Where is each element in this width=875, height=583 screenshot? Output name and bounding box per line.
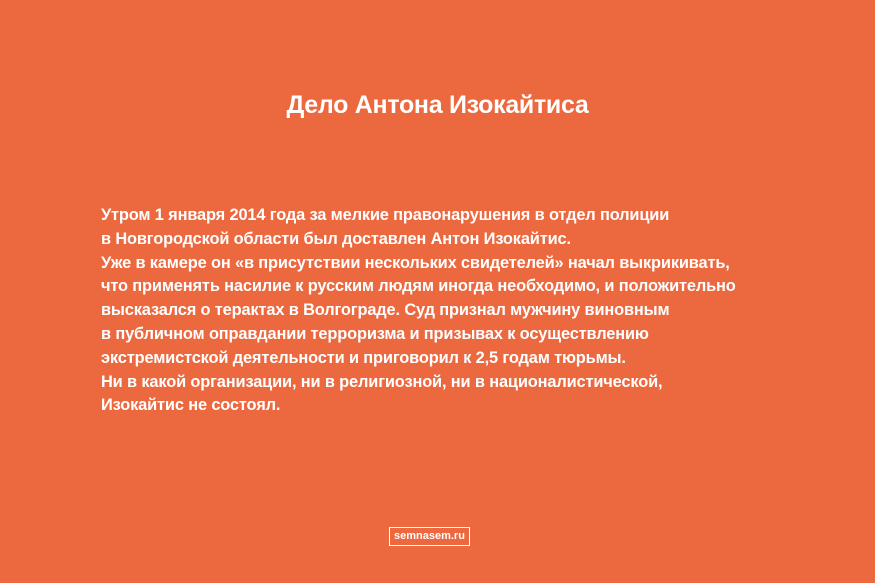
body-paragraph — [101, 204, 821, 418]
paragraph-line: Уже в камере он «в присутствии нескольких свидетелей» начал выкрикивать, — [101, 253, 730, 272]
paragraph-line: экстремистской деятельности и приговорил к 2,5 годам тюрьмы. — [101, 348, 626, 367]
paragraph-line: в Новгородской области был доставлен Антон Изокайтис. — [101, 229, 571, 248]
paragraph-line: Утром 1 января 2014 года за мелкие правонарушения в отдел полиции — [101, 206, 670, 224]
paragraph-line: высказался о терактах в Волгограде. Суд признал мужчину виновным — [101, 301, 670, 320]
paragraph-line: Изокайтис не состоял. — [101, 396, 281, 415]
site-logo-label: semnasem.ru — [389, 527, 470, 546]
paragraph-line: что применять насилие к русским людям иногда необходимо, и положительно — [101, 277, 736, 296]
paragraph-line: Ни в какой организации, ни в религиозной, ни в националистической, — [101, 372, 663, 391]
page-title: Дело Антона Изокайтиса — [286, 91, 589, 119]
paragraph-line: в публичном оправдании терроризма и призывах к осуществлению — [101, 324, 649, 343]
